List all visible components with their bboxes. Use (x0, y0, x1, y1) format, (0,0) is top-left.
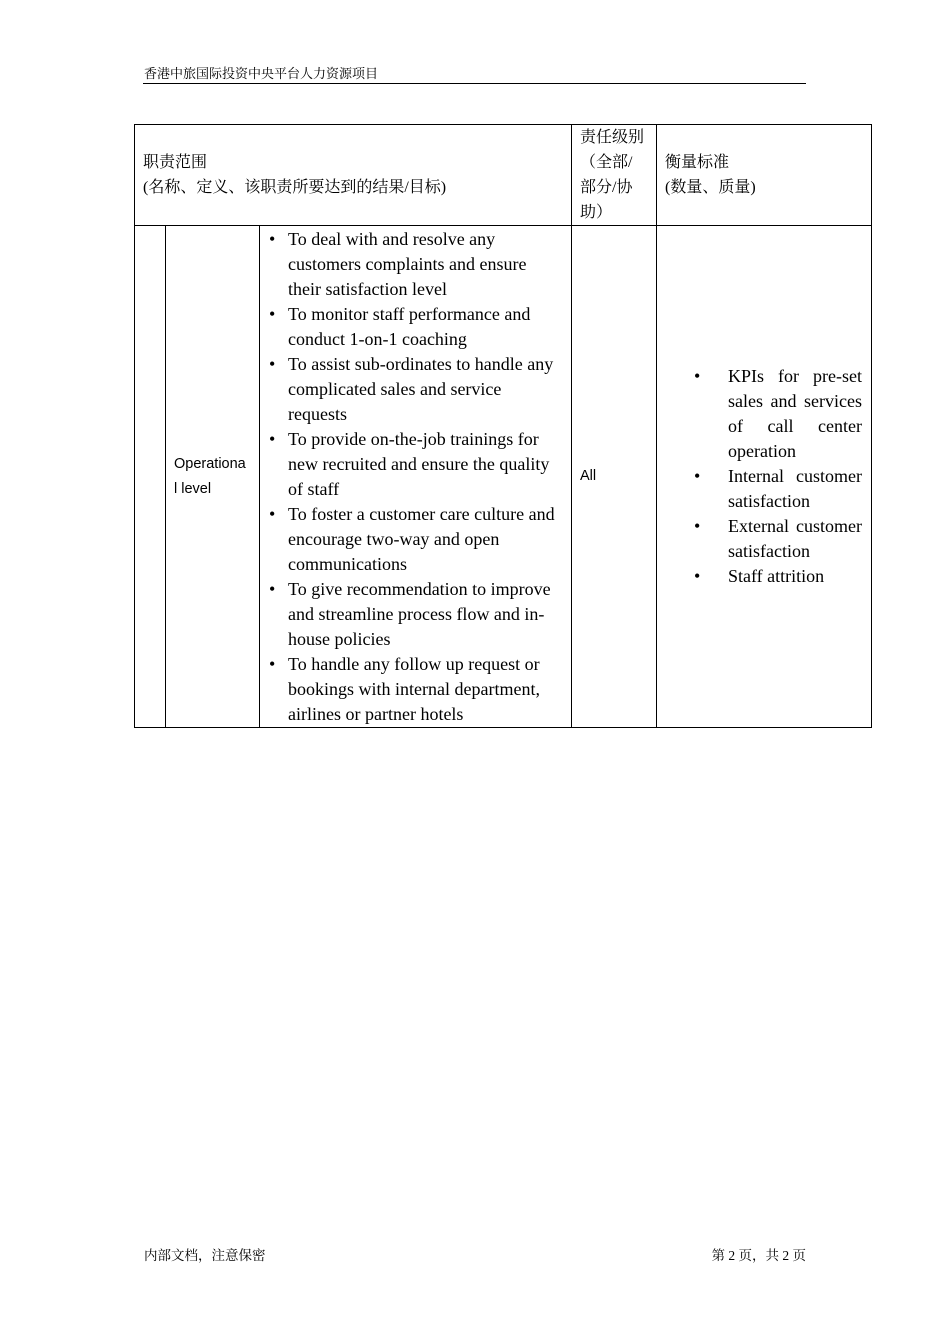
footer-confidential-note: 内部文档，注意保密 (144, 1248, 266, 1263)
list-item: • Internal customer satisfaction (657, 464, 871, 514)
list-item: • To monitor staff performance and conduct 1-on-1 coaching (260, 302, 563, 352)
level-header-line: 部分/协 (580, 179, 633, 196)
list-item: • External customer satisfaction (657, 514, 871, 564)
list-item: • To foster a customer care culture and encourage two-way and open communications (260, 502, 563, 577)
scope-header-title: 职责范围 (143, 154, 208, 171)
table-header-row (135, 125, 872, 226)
list-item: • To give recommendation to improve and streamline process flow and in-house policies (260, 577, 563, 652)
list-item: • To provide on-the-job trainings for new recruited and ensure the quality of staff (260, 427, 563, 502)
list-item: • To handle any follow up request or bookings with internal department, airlines or partner hotels (260, 652, 563, 727)
list-item: • To assist sub-ordinates to handle any complicated sales and service requests (260, 352, 563, 427)
footer-page-number: 第 2 页，共 2 页 (711, 1248, 806, 1263)
category-label-line: l level (174, 480, 212, 497)
scope-header-subtitle: (名称、定义、该职责所要达到的结果/目标) (143, 179, 447, 196)
responsibility-cell (572, 226, 657, 728)
kpi-cell (657, 226, 872, 728)
header-divider (143, 83, 806, 84)
level-header-line: 责任级别 (580, 129, 645, 146)
tasks-cell (260, 226, 572, 728)
measure-header-subtitle: (数量、质量) (665, 179, 756, 196)
page-header-title: 香港中旅国际投资中央平台人力资源项目 (144, 66, 379, 81)
list-item: • Staff attrition (657, 564, 871, 589)
category-label-line: Operationa (174, 455, 246, 472)
duty-table (134, 124, 872, 728)
level-header-line: （全部/ (580, 154, 633, 171)
level-header-line: 助） (580, 204, 613, 221)
list-item: • KPIs for pre-set sales and services of call center operation (657, 364, 871, 464)
kpi-list (657, 364, 871, 589)
list-item: • To deal with and resolve any customers complaints and ensure their satisfaction level (260, 227, 563, 302)
level-header-cell (572, 125, 657, 226)
table-row (135, 226, 872, 728)
blank-cell (135, 226, 166, 728)
responsibility-value: All (580, 468, 597, 484)
task-list (260, 227, 563, 727)
measure-header-cell (657, 125, 872, 226)
category-cell (166, 226, 260, 728)
measure-header-title: 衡量标准 (665, 154, 730, 171)
scope-header-cell (135, 125, 572, 226)
